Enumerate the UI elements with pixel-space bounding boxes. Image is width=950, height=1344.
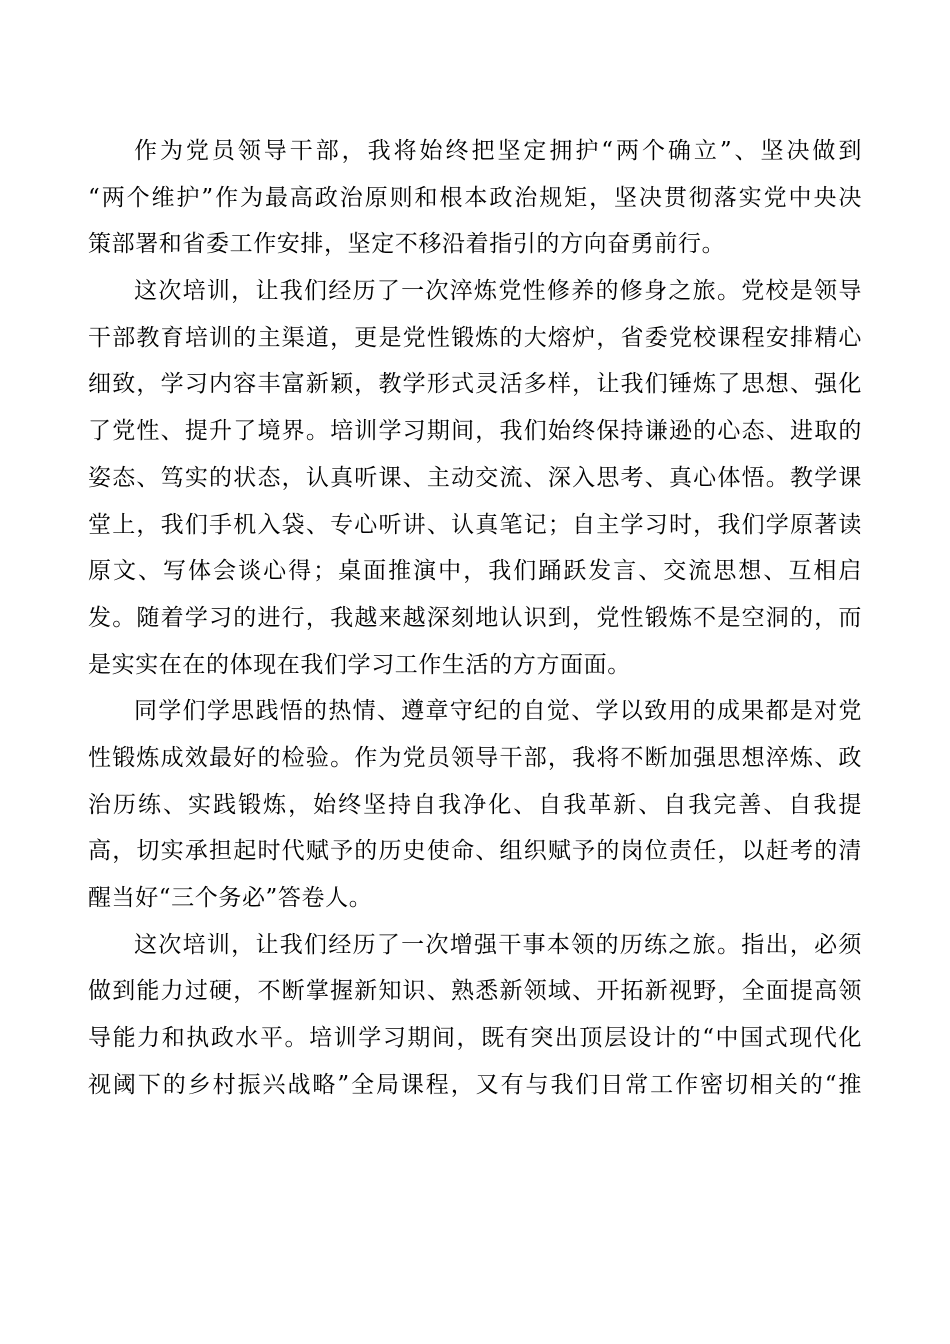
text-line: 干部教育培训的主渠道，更是党性锻炼的大熔炉，省委党校课程安排精心 — [88, 324, 862, 351]
text-line: 这次培训，让我们经历了一次增强干事本领的历练之旅。指出，必须 — [134, 931, 862, 958]
paragraph-1 — [88, 128, 862, 268]
text-line: 细致，学习内容丰富新颖，教学形式灵活多样，让我们锤炼了思想、强化 — [88, 371, 862, 398]
text-line: “两个维护”作为最高政治原则和根本政治规矩，坚决贯彻落实党中央决 — [88, 184, 862, 211]
paragraph-4 — [88, 922, 862, 1109]
text-line: 原文、写体会谈心得；桌面推演中，我们踊跃发言、交流思想、互相启 — [88, 558, 862, 585]
text-line: 这次培训，让我们经历了一次淬炼党性修养的修身之旅。党校是领导 — [134, 278, 862, 305]
text-line: 性锻炼成效最好的检验。作为党员领导干部，我将不断加强思想淬炼、政 — [88, 744, 862, 771]
document-page — [88, 128, 862, 1108]
text-line: 了党性、提升了境界。培训学习期间，我们始终保持谦逊的心态、进取的 — [88, 418, 862, 445]
text-line: 发。随着学习的进行，我越来越深刻地认识到，党性锻炼不是空洞的，而 — [88, 604, 862, 631]
paragraph-2 — [88, 268, 862, 688]
text-line: 姿态、笃实的状态，认真听课、主动交流、深入思考、真心体悟。教学课 — [88, 464, 862, 491]
text-line: 是实实在在的体现在我们学习工作生活的方方面面。 — [88, 651, 631, 678]
text-line: 同学们学思践悟的热情、遵章守纪的自觉、学以致用的成果都是对党 — [134, 698, 862, 725]
text-line: 作为党员领导干部，我将始终把坚定拥护“两个确立”、坚决做到 — [134, 138, 862, 164]
text-line: 堂上，我们手机入袋、专心听讲、认真笔记；自主学习时，我们学原著读 — [88, 511, 862, 538]
text-line: 策部署和省委工作安排，坚定不移沿着指引的方向奋勇前行。 — [88, 231, 726, 258]
text-line: 醒当好“三个务必”答卷人。 — [88, 885, 373, 911]
text-line: 治历练、实践锻炼，始终坚持自我净化、自我革新、自我完善、自我提 — [88, 791, 862, 818]
paragraph-3 — [88, 688, 862, 921]
text-line: 做到能力过硬，不断掌握新知识、熟悉新领域、开拓新视野，全面提高领 — [88, 978, 862, 1005]
text-line: 导能力和执政水平。培训学习期间，既有突出顶层设计的“中国式现代化 — [88, 1025, 862, 1052]
text-line: 视阈下的乡村振兴战略”全局课程，又有与我们日常工作密切相关的“推 — [88, 1071, 862, 1098]
text-line: 高，切实承担起时代赋予的历史使命、组织赋予的岗位责任，以赶考的清 — [88, 838, 862, 865]
